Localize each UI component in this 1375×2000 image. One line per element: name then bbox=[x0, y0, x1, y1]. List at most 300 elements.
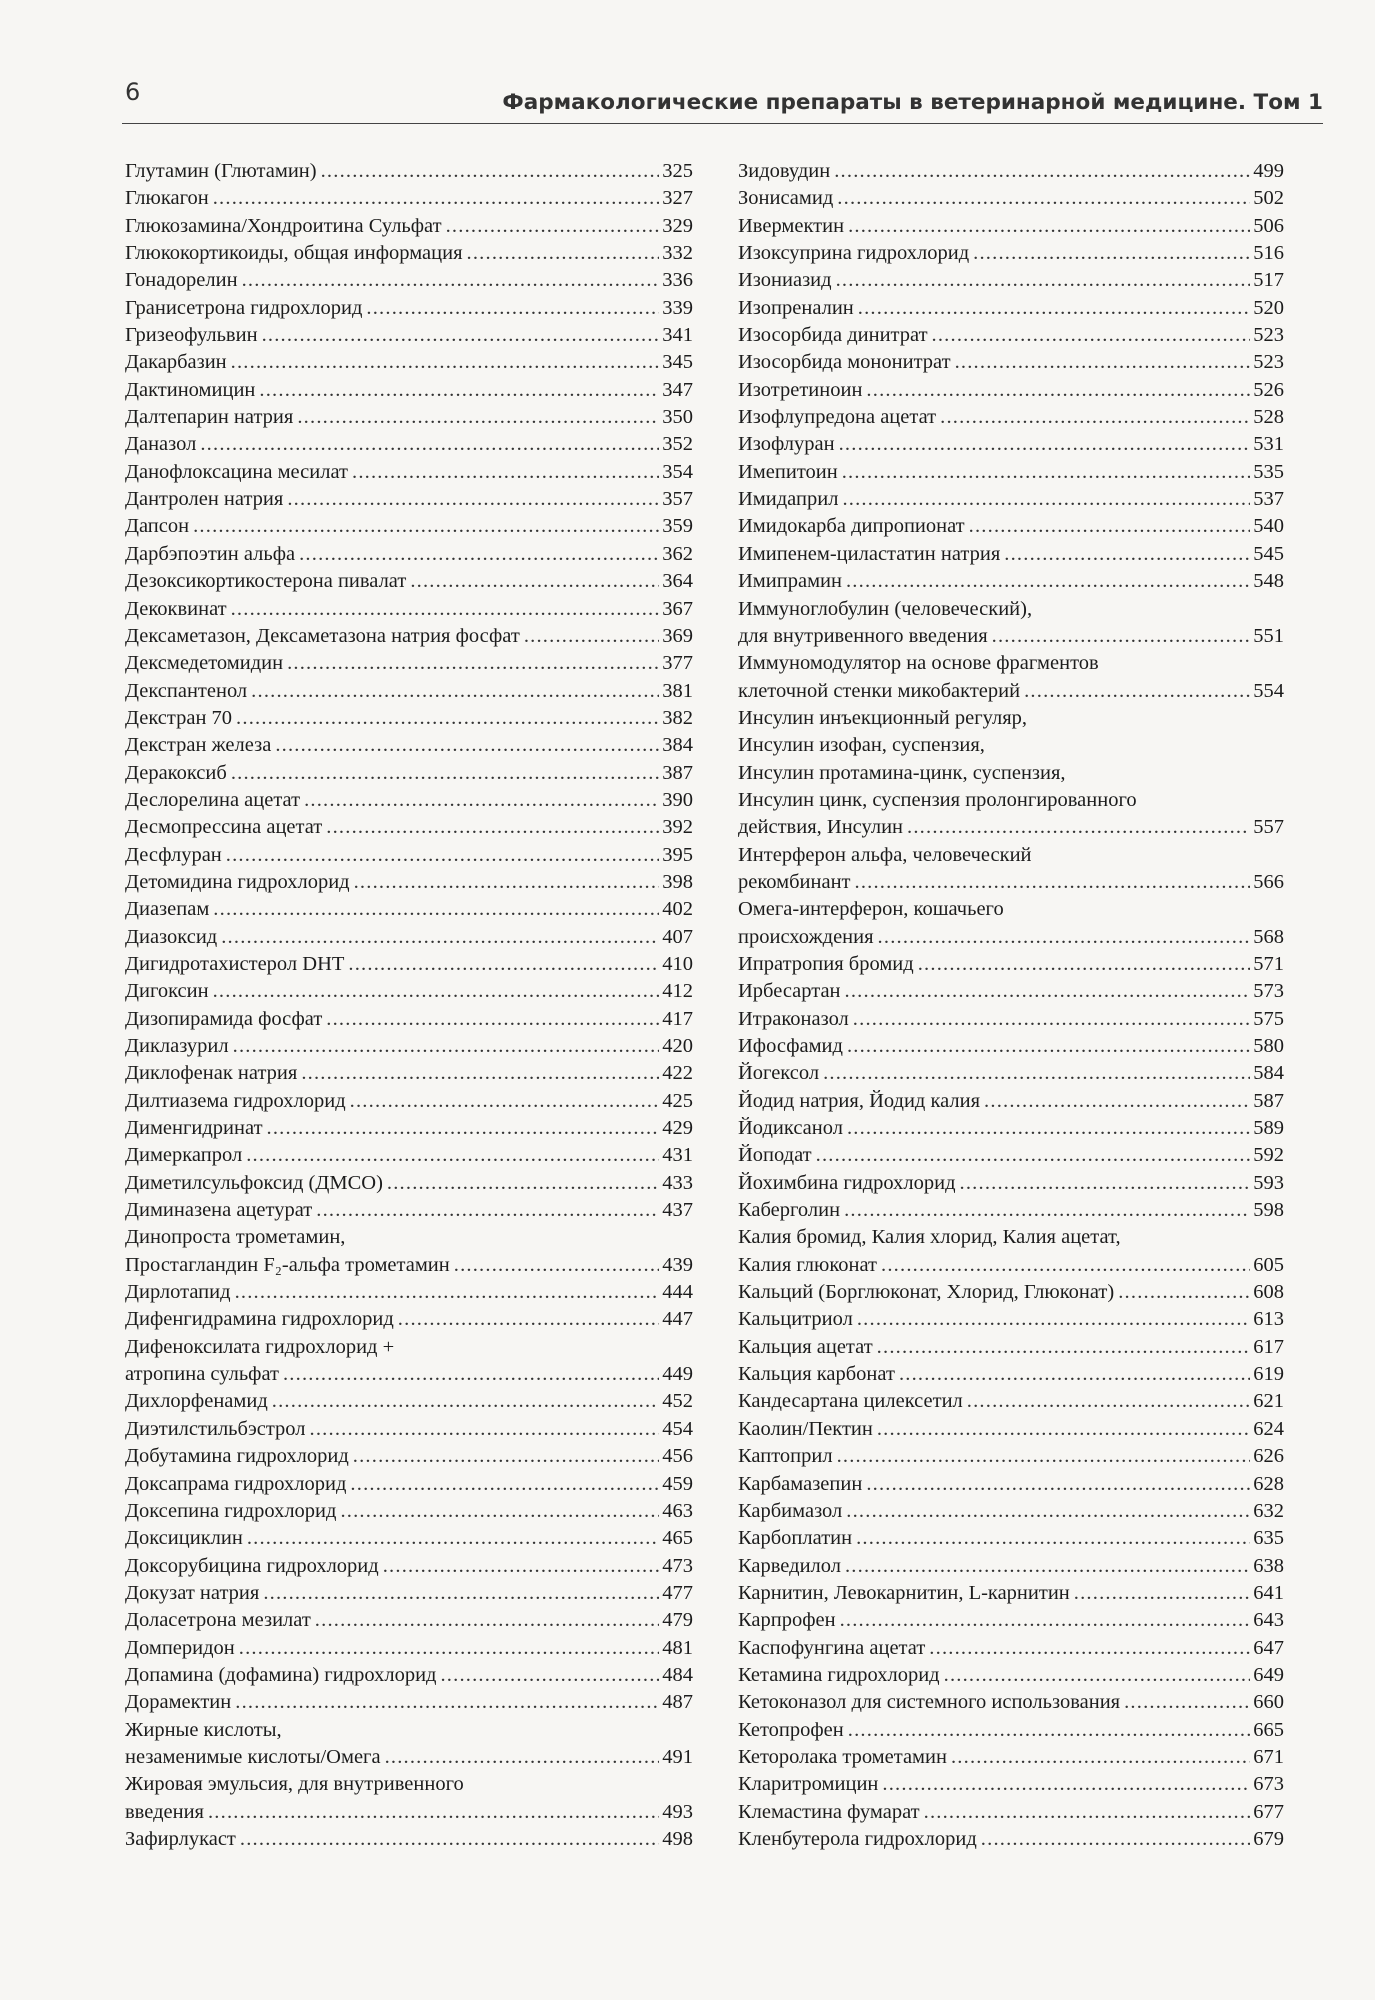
toc-entry-page: 425 bbox=[662, 1089, 693, 1112]
toc-entry bbox=[125, 650, 693, 677]
toc-entry bbox=[738, 1088, 1284, 1115]
toc-entry-title: Кальцитриол bbox=[738, 1308, 853, 1331]
toc-entry bbox=[738, 322, 1284, 349]
dot-leader bbox=[242, 267, 660, 294]
toc-entry-title: Имидаприл bbox=[738, 488, 839, 511]
toc-entry-title: Доласетрона мезилат bbox=[125, 1609, 311, 1632]
toc-entry-title: Дантролен натрия bbox=[125, 488, 284, 511]
toc-entry-title-line: Иммуноглобулин (человеческий), bbox=[738, 597, 1033, 620]
dot-leader bbox=[856, 1525, 1250, 1552]
toc-entry bbox=[738, 1580, 1284, 1607]
toc-entry-title: Десфлуран bbox=[125, 843, 222, 866]
toc-entry bbox=[125, 541, 693, 568]
toc-entry-title: Дорамектин bbox=[125, 1691, 232, 1714]
dot-leader bbox=[221, 924, 659, 951]
toc-entry-title: Диазепам bbox=[125, 898, 210, 921]
dot-leader bbox=[263, 1580, 659, 1607]
toc-entry-page: 345 bbox=[662, 351, 693, 374]
dot-leader bbox=[842, 459, 1251, 486]
toc-entry-title: Дизопирамида фосфат bbox=[125, 1007, 323, 1030]
dot-leader bbox=[882, 1771, 1250, 1798]
toc-entry-page: 463 bbox=[662, 1499, 693, 1522]
toc-entry-page: 566 bbox=[1253, 870, 1284, 893]
toc-entry-title: Гранисетрона гидрохлорид bbox=[125, 296, 363, 319]
toc-entry bbox=[738, 295, 1284, 322]
toc-entry-title: Диметилсульфоксид (ДМСО) bbox=[125, 1171, 383, 1194]
toc-entry-title: Имипрамин bbox=[738, 570, 842, 593]
toc-entry bbox=[738, 1170, 1284, 1197]
dot-leader bbox=[350, 1088, 660, 1115]
toc-entry-page: 447 bbox=[662, 1308, 693, 1331]
dot-leader bbox=[840, 1607, 1251, 1634]
toc-entry-page: 357 bbox=[662, 488, 693, 511]
toc-entry-title: Домперидон bbox=[125, 1636, 235, 1659]
toc-entry-page: 456 bbox=[662, 1445, 693, 1468]
toc-entry bbox=[125, 1471, 693, 1498]
toc-entry-title: Итраконазол bbox=[738, 1007, 849, 1030]
dot-leader bbox=[877, 1416, 1250, 1443]
toc-entry bbox=[125, 404, 693, 431]
toc-entry-page: 635 bbox=[1253, 1527, 1284, 1550]
toc-entry-title: Глюкагон bbox=[125, 187, 209, 210]
toc-entry bbox=[125, 732, 693, 759]
toc-entry-title: Зонисамид bbox=[738, 187, 834, 210]
toc-entry-page: 671 bbox=[1253, 1745, 1284, 1768]
toc-entry bbox=[738, 1224, 1284, 1279]
toc-entry bbox=[738, 404, 1284, 431]
toc-entry-page: 677 bbox=[1253, 1800, 1284, 1823]
toc-entry-title: незаменимые кислоты/Омега bbox=[125, 1745, 381, 1768]
toc-entry-page: 571 bbox=[1253, 952, 1284, 975]
dot-leader bbox=[845, 978, 1251, 1005]
toc-entry bbox=[125, 1580, 693, 1607]
toc-entry bbox=[738, 1142, 1284, 1169]
toc-entry bbox=[125, 459, 693, 486]
toc-entry bbox=[738, 1635, 1284, 1662]
toc-entry-page: 587 bbox=[1253, 1089, 1284, 1112]
dot-leader bbox=[326, 1006, 659, 1033]
toc-entry-title: Декстран 70 bbox=[125, 706, 233, 729]
toc-entry bbox=[125, 431, 693, 458]
dot-leader bbox=[839, 431, 1251, 458]
toc-entry-page: 420 bbox=[662, 1035, 693, 1057]
toc-entry bbox=[125, 1033, 693, 1060]
dot-leader bbox=[973, 240, 1250, 267]
toc-entry-page: 369 bbox=[662, 624, 693, 647]
toc-entry-page: 491 bbox=[662, 1745, 693, 1768]
toc-entry bbox=[125, 349, 693, 376]
toc-entry bbox=[125, 513, 693, 540]
toc-entry-title: Кальция ацетат bbox=[738, 1335, 873, 1358]
toc-entry-title-line: Дифеноксилата гидрохлорид + bbox=[125, 1335, 395, 1358]
toc-entry-title: Даназол bbox=[125, 433, 197, 456]
toc-entry-title: Дифенгидрамина гидрохлорид bbox=[125, 1308, 394, 1331]
toc-entry-page: 454 bbox=[662, 1417, 693, 1440]
dot-leader bbox=[246, 1142, 659, 1169]
toc-entry-page: 665 bbox=[1253, 1718, 1284, 1741]
toc-entry bbox=[125, 705, 693, 732]
dot-leader bbox=[287, 650, 659, 677]
toc-entry-title: Дексмедетомидин bbox=[125, 652, 284, 675]
toc-entry-page: 444 bbox=[662, 1281, 693, 1304]
toc-entry-title: клеточной стенки микобактерий bbox=[738, 679, 1021, 702]
toc-entry-title: Декспантенол bbox=[125, 679, 248, 702]
toc-entry-title: происхождения bbox=[738, 925, 874, 948]
dot-leader bbox=[866, 377, 1250, 404]
dot-leader bbox=[918, 951, 1251, 978]
toc-entry-title: Кетопрофен bbox=[738, 1718, 844, 1741]
toc-entry-page: 605 bbox=[1253, 1253, 1284, 1276]
toc-entry-page: 626 bbox=[1253, 1445, 1284, 1468]
toc-entry bbox=[125, 295, 693, 322]
toc-entry-page: 398 bbox=[662, 870, 693, 893]
toc-entry-title: Доксепина гидрохлорид bbox=[125, 1499, 337, 1522]
dot-leader bbox=[287, 486, 659, 513]
toc-entry-title: Йоподат bbox=[738, 1144, 812, 1167]
toc-entry-page: 473 bbox=[662, 1554, 693, 1577]
toc-entry-page: 548 bbox=[1253, 570, 1284, 593]
dot-leader bbox=[236, 705, 659, 732]
toc-entry-title: Допамина (дофамина) гидрохлорид bbox=[125, 1663, 437, 1686]
toc-entry-title: Дексаметазон, Дексаметазона натрия фосфат bbox=[125, 624, 520, 647]
toc-entry-title: Кларитромицин bbox=[738, 1773, 879, 1796]
toc-entry-title: рекомбинант bbox=[738, 870, 851, 893]
toc-entry bbox=[738, 1744, 1284, 1771]
toc-entry-page: 551 bbox=[1253, 624, 1284, 647]
toc-entry-page: 628 bbox=[1253, 1472, 1284, 1495]
dot-leader bbox=[842, 486, 1250, 513]
dot-leader bbox=[366, 295, 659, 322]
dot-leader bbox=[845, 1553, 1250, 1580]
toc-entry bbox=[125, 1279, 693, 1306]
toc-entry-page: 584 bbox=[1253, 1062, 1284, 1085]
dot-leader bbox=[213, 896, 659, 923]
dot-leader bbox=[240, 1826, 659, 1853]
toc-entry bbox=[125, 1416, 693, 1443]
toc-entry bbox=[125, 377, 693, 404]
toc-entry-title: Каспофунгина ацетат bbox=[738, 1636, 926, 1659]
toc-entry-title: Кандесартана цилексетил bbox=[738, 1390, 963, 1413]
dot-leader bbox=[454, 1252, 660, 1279]
toc-entry-title: Детомидина гидрохлорид bbox=[125, 870, 350, 893]
toc-entry-title-line: Иммуномодулятор на основе фрагментов bbox=[738, 652, 1099, 675]
dot-leader bbox=[398, 1306, 659, 1333]
toc-entry-page: 449 bbox=[662, 1363, 693, 1386]
dot-leader bbox=[262, 322, 660, 349]
toc-entry-title: Изотретиноин bbox=[738, 378, 863, 401]
running-title: Фармакологические препараты в ветеринарной медицине. Том 1 bbox=[502, 90, 1323, 115]
toc-entry-page: 679 bbox=[1253, 1827, 1284, 1850]
dot-leader bbox=[352, 459, 659, 486]
toc-entry-page: 417 bbox=[662, 1007, 693, 1030]
dot-leader bbox=[440, 1662, 659, 1689]
dot-leader bbox=[846, 568, 1250, 595]
toc-entry-title: для внутривенного введения bbox=[738, 624, 988, 647]
dot-leader bbox=[410, 568, 659, 595]
dot-leader bbox=[834, 158, 1250, 185]
dot-leader bbox=[247, 1525, 659, 1552]
dot-leader bbox=[907, 814, 1250, 841]
toc-entry-page: 332 bbox=[662, 242, 693, 265]
toc-entry-title: Диклазурил bbox=[125, 1035, 229, 1057]
toc-entry-title: Ирбесартан bbox=[738, 980, 841, 1003]
dot-leader bbox=[944, 1662, 1251, 1689]
toc-entry-page: 502 bbox=[1253, 187, 1284, 210]
toc-entry-page: 477 bbox=[662, 1581, 693, 1604]
dot-leader bbox=[837, 1443, 1251, 1470]
dot-leader bbox=[301, 1060, 659, 1087]
dot-leader bbox=[213, 978, 660, 1005]
toc-entry-title: Кетамина гидрохлорид bbox=[738, 1663, 940, 1686]
toc-entry bbox=[125, 1170, 693, 1197]
toc-entry-title: Дигидротахистерол DHT bbox=[125, 952, 345, 975]
toc-entry-page: 362 bbox=[662, 542, 693, 565]
toc-entry-page: 589 bbox=[1253, 1117, 1284, 1140]
toc-entry-page: 347 bbox=[662, 378, 693, 401]
dot-leader bbox=[340, 1498, 659, 1525]
toc-entry-title: Йогексол bbox=[738, 1062, 820, 1085]
toc-entry-title: Имидокарба дипропионат bbox=[738, 515, 965, 538]
toc-entry bbox=[738, 541, 1284, 568]
toc-entry-page: 523 bbox=[1253, 351, 1284, 374]
toc-entry-title: Карбамазепин bbox=[738, 1472, 863, 1495]
toc-entry-title: Изопреналин bbox=[738, 296, 854, 319]
toc-entry bbox=[738, 377, 1284, 404]
toc-entry-page: 327 bbox=[662, 187, 693, 210]
toc-entry-title-line: Интерферон альфа, человеческий bbox=[738, 843, 1032, 866]
toc-entry bbox=[125, 896, 693, 923]
toc-entry bbox=[125, 787, 693, 814]
dot-leader bbox=[844, 1197, 1250, 1224]
toc-entry-title: Имепитоин bbox=[738, 460, 838, 483]
dot-leader bbox=[299, 541, 659, 568]
toc-entry-page: 575 bbox=[1253, 1007, 1284, 1030]
toc-entry-title: Димеркапрол bbox=[125, 1144, 243, 1167]
dot-leader bbox=[467, 240, 660, 267]
toc-entry bbox=[125, 924, 693, 951]
toc-entry bbox=[738, 650, 1284, 705]
dot-leader bbox=[304, 787, 659, 814]
toc-entry-title: Кеторолака трометамин bbox=[738, 1745, 947, 1768]
toc-entry-page: 487 bbox=[662, 1691, 693, 1714]
toc-entry-page: 632 bbox=[1253, 1499, 1284, 1522]
toc-entry-title: Глутамин (Глютамин) bbox=[125, 160, 317, 182]
toc-entry-title: Глюкозамина/Хондроитина Сульфат bbox=[125, 214, 442, 237]
toc-entry-page: 557 bbox=[1253, 816, 1284, 839]
dot-leader bbox=[524, 623, 659, 650]
dot-leader bbox=[297, 404, 659, 431]
toc-entry bbox=[125, 951, 693, 978]
toc-entry-page: 433 bbox=[662, 1171, 693, 1194]
toc-entry-title: Изониазид bbox=[738, 269, 832, 292]
toc-entry-title-line: Инсулин цинк, суспензия пролонгированного bbox=[738, 788, 1137, 811]
toc-entry-title: введения bbox=[125, 1800, 204, 1823]
toc-entry bbox=[125, 869, 693, 896]
toc-entry-page: 517 bbox=[1253, 269, 1284, 292]
toc-entry-page: 660 bbox=[1253, 1691, 1284, 1714]
dot-leader bbox=[967, 1388, 1250, 1415]
toc-entry-title: Йодид натрия, Йодид калия bbox=[738, 1089, 981, 1112]
toc-entry-title: Деслорелина ацетат bbox=[125, 788, 301, 811]
toc-entry bbox=[125, 185, 693, 212]
toc-entry-page: 499 bbox=[1253, 160, 1284, 182]
toc-entry bbox=[738, 1826, 1284, 1853]
dot-leader bbox=[321, 158, 660, 185]
toc-entry-title: Декоквинат bbox=[125, 597, 227, 620]
toc-entry-title-line: Инсулин инъекционный регуляр, bbox=[738, 706, 1027, 729]
toc-entry bbox=[125, 978, 693, 1005]
toc-entry-page: 613 bbox=[1253, 1308, 1284, 1331]
toc-entry-page: 439 bbox=[662, 1253, 693, 1276]
toc-entry bbox=[125, 158, 693, 185]
dot-leader bbox=[315, 1607, 659, 1634]
toc-entry bbox=[125, 842, 693, 869]
toc-entry bbox=[125, 1525, 693, 1552]
dot-leader bbox=[823, 1060, 1250, 1087]
toc-entry-title: Данофлоксацина месилат bbox=[125, 460, 348, 483]
toc-entry bbox=[738, 349, 1284, 376]
dot-leader bbox=[267, 1115, 660, 1142]
toc-entry bbox=[738, 1060, 1284, 1087]
dot-leader bbox=[1024, 678, 1250, 705]
toc-entry bbox=[738, 459, 1284, 486]
toc-entry bbox=[125, 1771, 693, 1826]
toc-entry-title: Диазоксид bbox=[125, 925, 218, 948]
dot-leader bbox=[836, 267, 1251, 294]
toc-entry-title: Кальция карбонат bbox=[738, 1363, 895, 1386]
toc-entry-title: Дапсон bbox=[125, 515, 190, 538]
dot-leader bbox=[348, 951, 659, 978]
dot-leader bbox=[233, 1033, 660, 1060]
toc-entry-title: Диклофенак натрия bbox=[125, 1062, 298, 1085]
toc-entry-page: 384 bbox=[662, 734, 693, 757]
dot-leader bbox=[446, 213, 660, 240]
dot-leader bbox=[387, 1170, 659, 1197]
toc-entry-title: Деракоксиб bbox=[125, 761, 227, 784]
toc-entry-page: 431 bbox=[662, 1144, 693, 1167]
toc-entry-page: 336 bbox=[662, 269, 693, 292]
toc-entry-title-line: Динопроста трометамин, bbox=[125, 1226, 346, 1249]
toc-entry-title: Карбоплатин bbox=[738, 1527, 853, 1550]
toc-entry bbox=[738, 705, 1284, 842]
toc-entry-title-line: Калия бромид, Калия хлорид, Калия ацетат, bbox=[738, 1226, 1121, 1249]
toc-entry-title: Дигоксин bbox=[125, 980, 209, 1003]
toc-entry-page: 341 bbox=[662, 324, 693, 347]
dot-leader bbox=[981, 1826, 1250, 1853]
toc-entry-title: Добутамина гидрохлорид bbox=[125, 1445, 349, 1468]
dot-leader bbox=[960, 1170, 1251, 1197]
page-number: 6 bbox=[125, 78, 141, 106]
dot-leader bbox=[235, 1689, 659, 1716]
dot-leader bbox=[283, 1361, 659, 1388]
toc-entry-title: Гонадорелин bbox=[125, 269, 238, 292]
toc-entry bbox=[738, 1498, 1284, 1525]
toc-entry bbox=[738, 486, 1284, 513]
toc-entry-title: Кетоконазол для системного использования bbox=[738, 1691, 1121, 1714]
dot-leader bbox=[353, 1443, 659, 1470]
toc-entry-title-line: Инсулин протамина-цинк, суспензия, bbox=[738, 761, 1066, 784]
toc-column-left bbox=[125, 158, 693, 1853]
toc-entry bbox=[125, 1607, 693, 1634]
toc-entry bbox=[738, 185, 1284, 212]
toc-entry bbox=[738, 1279, 1284, 1306]
toc-entry-title-line: Жировая эмульсия, для внутривенного bbox=[125, 1773, 464, 1796]
toc-entry bbox=[125, 1635, 693, 1662]
toc-entry-page: 624 bbox=[1253, 1417, 1284, 1440]
toc-entry bbox=[738, 896, 1284, 951]
toc-entry bbox=[738, 1771, 1284, 1798]
dot-leader bbox=[866, 1471, 1250, 1498]
toc-entry-title: Простагландин F₂-альфа трометамин bbox=[125, 1253, 450, 1276]
toc-entry-title: Дирлотапид bbox=[125, 1281, 231, 1304]
toc-entry-title: Карбимазол bbox=[738, 1499, 843, 1522]
toc-entry bbox=[125, 486, 693, 513]
dot-leader bbox=[877, 1334, 1251, 1361]
toc-entry bbox=[738, 431, 1284, 458]
toc-entry bbox=[125, 322, 693, 349]
toc-entry-page: 367 bbox=[662, 597, 693, 620]
toc-entry bbox=[738, 568, 1284, 595]
toc-entry-title: Доксорубицина гидрохлорид bbox=[125, 1554, 379, 1577]
toc-entry-page: 392 bbox=[662, 816, 693, 839]
dot-leader bbox=[231, 349, 660, 376]
toc-entry-page: 619 bbox=[1253, 1363, 1284, 1386]
toc-entry bbox=[125, 678, 693, 705]
dot-leader bbox=[924, 1799, 1251, 1826]
toc-entry-page: 608 bbox=[1253, 1281, 1284, 1304]
dot-leader bbox=[848, 213, 1250, 240]
toc-entry-title: Дарбэпоэтин альфа bbox=[125, 542, 296, 565]
toc-entry bbox=[738, 978, 1284, 1005]
toc-entry bbox=[125, 596, 693, 623]
toc-entry-title: Ипратропия бромид bbox=[738, 952, 914, 975]
dot-leader bbox=[878, 924, 1251, 951]
toc-entry bbox=[738, 1006, 1284, 1033]
toc-entry-title: Зидовудин bbox=[738, 160, 831, 182]
dot-leader bbox=[200, 431, 659, 458]
toc-entry-title: Десмопрессина ацетат bbox=[125, 816, 323, 839]
dot-leader bbox=[354, 869, 660, 896]
toc-entry-title: Дактиномицин bbox=[125, 378, 256, 401]
toc-entry-page: 638 bbox=[1253, 1554, 1284, 1577]
dot-leader bbox=[259, 377, 659, 404]
toc-entry-title: Карведилол bbox=[738, 1554, 841, 1577]
toc-entry bbox=[125, 1088, 693, 1115]
toc-entry-title: Диминазена ацетурат bbox=[125, 1199, 313, 1222]
toc-entry bbox=[738, 267, 1284, 294]
toc-entry-page: 402 bbox=[662, 898, 693, 921]
toc-entry-page: 410 bbox=[662, 952, 693, 975]
toc-entry-title: Изосорбида мононитрат bbox=[738, 351, 951, 374]
toc-entry bbox=[738, 1525, 1284, 1552]
toc-entry-page: 573 bbox=[1253, 980, 1284, 1003]
dot-leader bbox=[1074, 1580, 1250, 1607]
toc-entry-title: Дихлорфенамид bbox=[125, 1390, 268, 1413]
toc-entry bbox=[125, 1689, 693, 1716]
dot-leader bbox=[858, 295, 1250, 322]
toc-entry-page: 540 bbox=[1253, 515, 1284, 538]
toc-entry bbox=[125, 1224, 693, 1279]
dot-leader bbox=[316, 1197, 659, 1224]
toc-entry bbox=[125, 760, 693, 787]
toc-entry bbox=[125, 213, 693, 240]
toc-entry-page: 387 bbox=[662, 761, 693, 784]
dot-leader bbox=[231, 596, 660, 623]
toc-entry bbox=[125, 1006, 693, 1033]
toc-entry-title: Калия глюконат bbox=[738, 1253, 878, 1276]
toc-entry-page: 395 bbox=[662, 843, 693, 866]
toc-entry-page: 526 bbox=[1253, 378, 1284, 401]
